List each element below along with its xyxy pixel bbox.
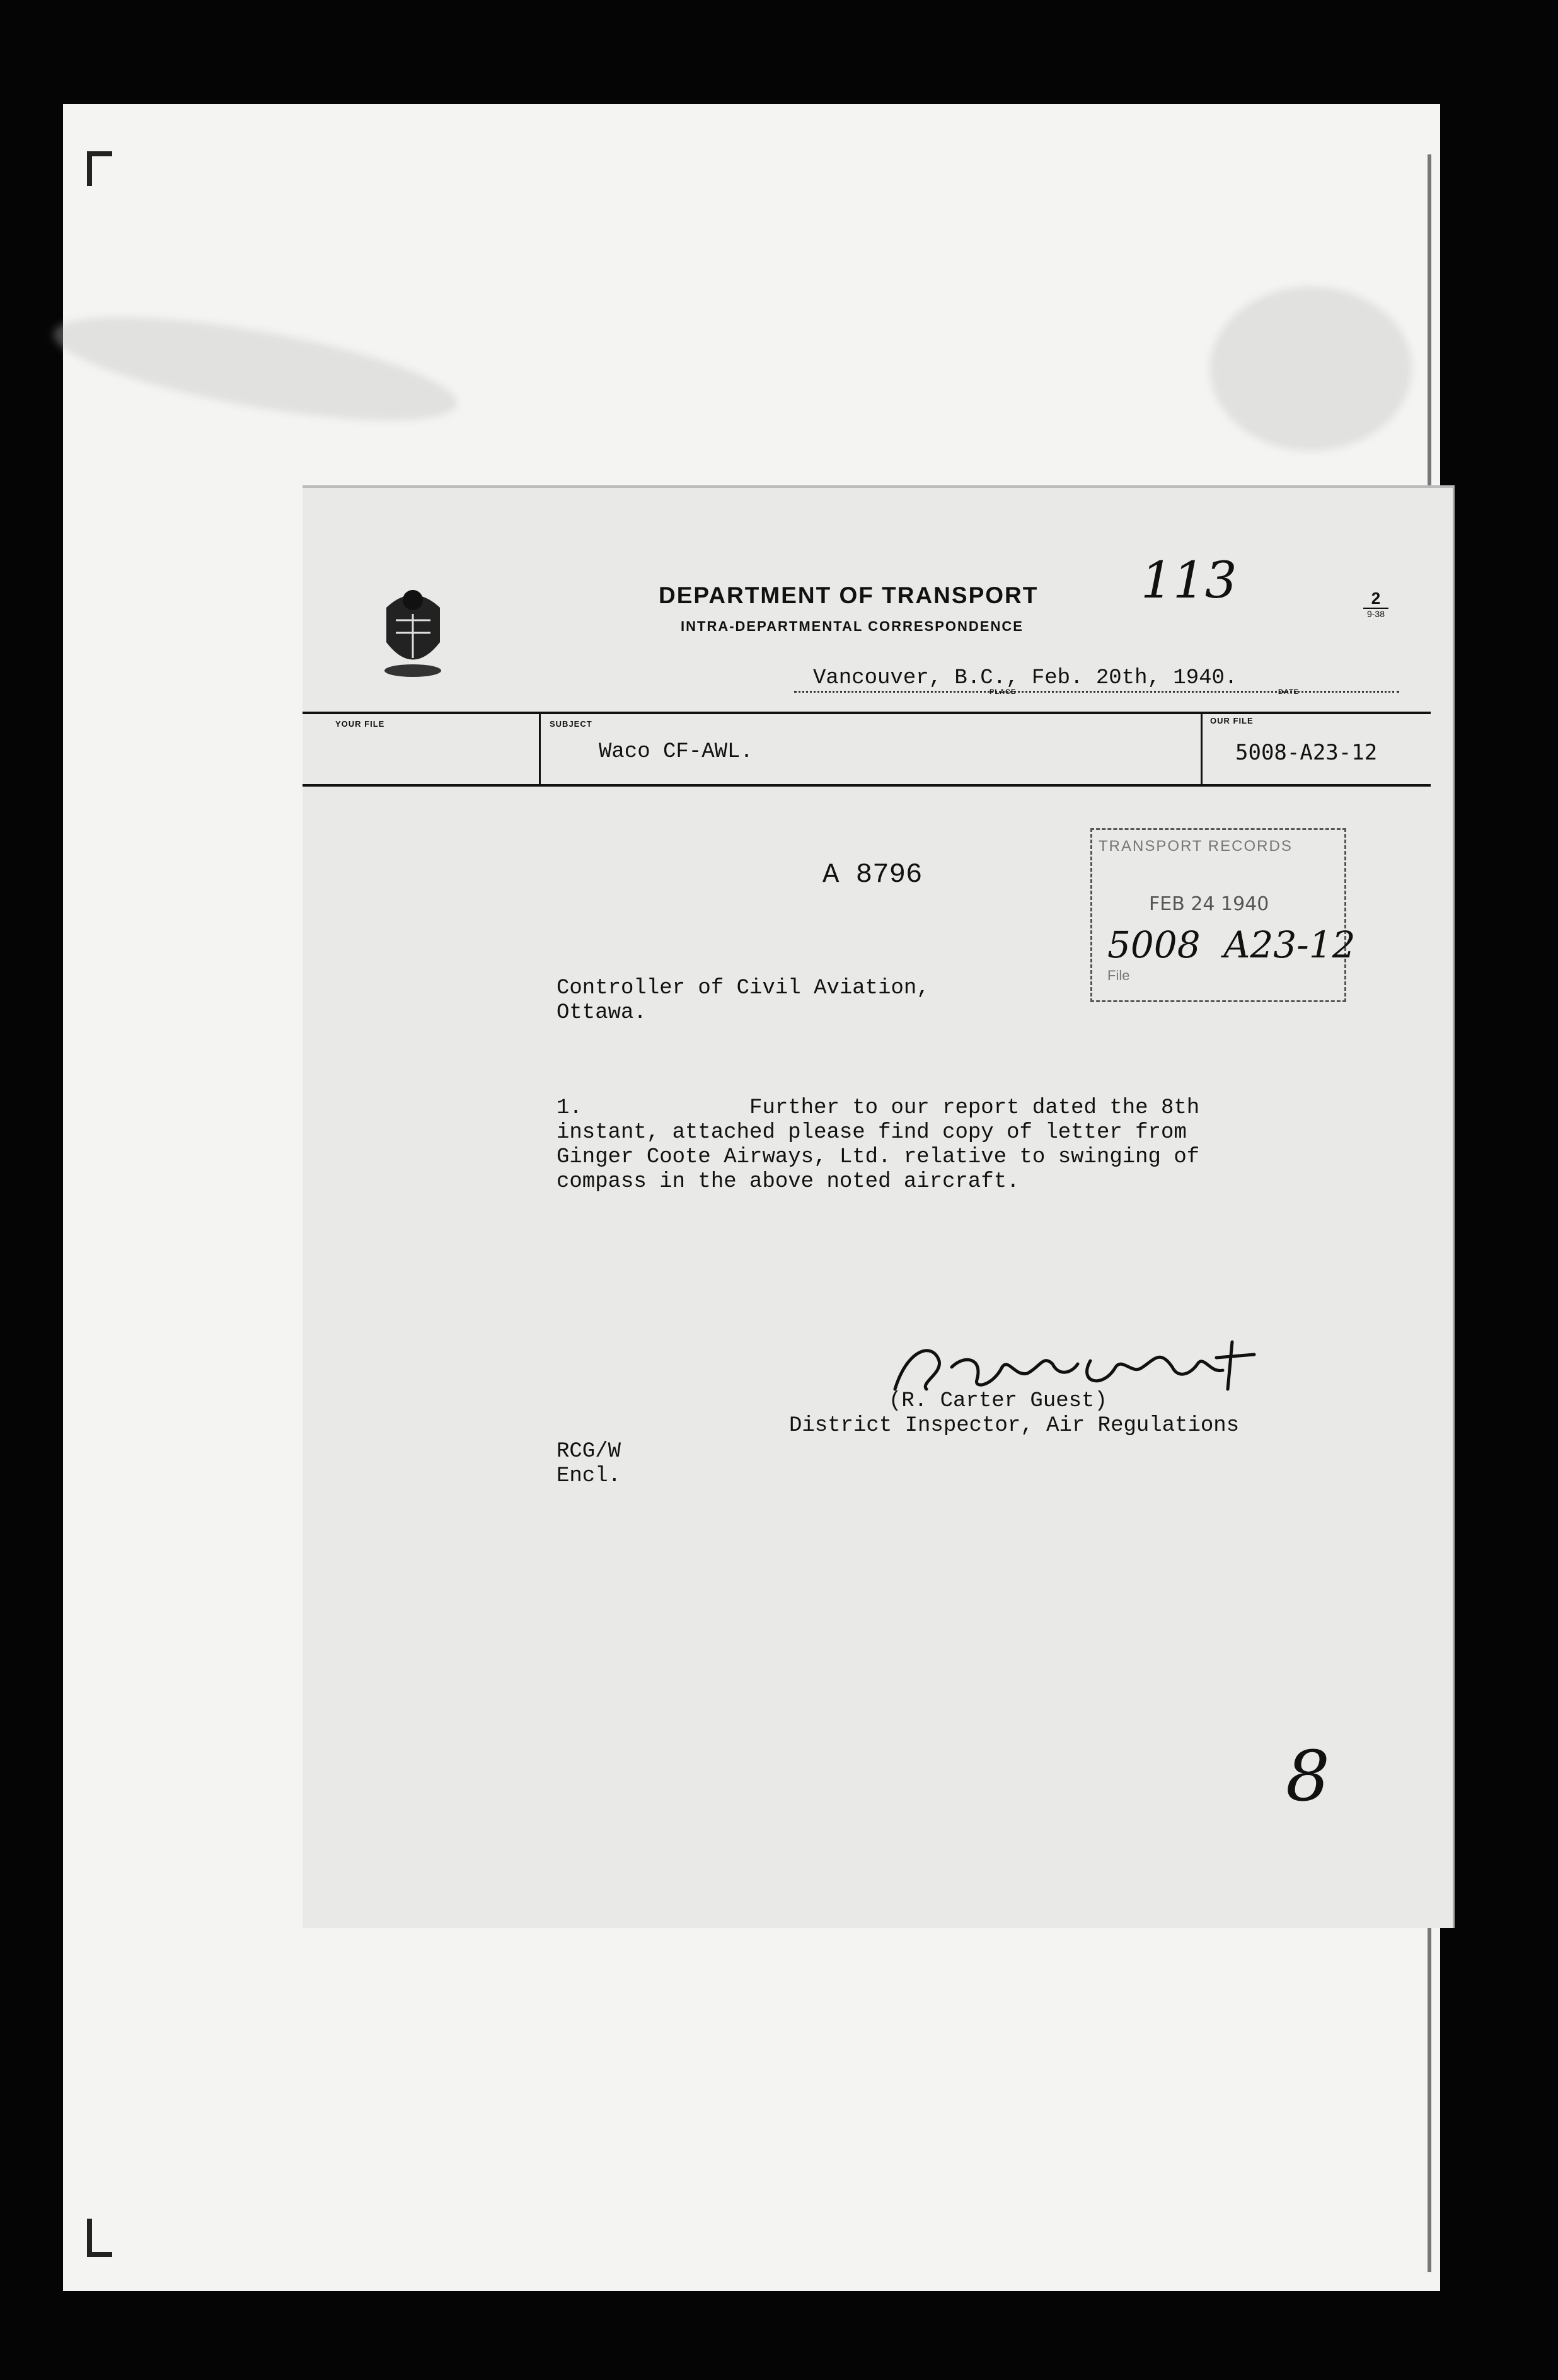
margin-handwritten-mark: 8 xyxy=(1286,1736,1330,1817)
body-line-2: instant, attached please find copy of letter from xyxy=(557,1121,1187,1145)
form-number-bottom: 9-38 xyxy=(1366,609,1385,619)
stamp-date: FEB 24 1940 xyxy=(1149,893,1269,915)
signatory-title: District Inspector, Air Regulations xyxy=(789,1414,1240,1438)
typist-initials: RCG/W xyxy=(557,1440,621,1464)
stamp-file-handwritten: 5008 A23-12 xyxy=(1107,923,1356,966)
reference-number: A 8796 xyxy=(822,859,923,891)
crop-mark-bottom-left-h xyxy=(87,2252,112,2257)
field-top-rule xyxy=(303,712,1431,714)
enclosure-note: Encl. xyxy=(557,1464,621,1488)
addressee-line-2: Ottawa. xyxy=(557,1001,647,1025)
stamp-files-caption: File xyxy=(1107,968,1130,983)
body-line-3: Ginger Coote Airways, Ltd. relative to swinging of xyxy=(557,1145,1200,1169)
our-file-label: OUR FILE xyxy=(1210,716,1254,725)
your-file-label: YOUR FILE xyxy=(335,719,385,729)
form-number-top: 2 xyxy=(1363,589,1388,609)
memo-sheet xyxy=(303,485,1455,1928)
paper-smudge xyxy=(47,296,464,441)
handwritten-page-number: 113 xyxy=(1141,551,1237,609)
form-number xyxy=(1363,589,1388,619)
department-title: DEPARTMENT OF TRANSPORT xyxy=(659,582,1039,608)
date-caption: DATE xyxy=(1278,688,1300,696)
dotted-underline xyxy=(794,691,1399,693)
field-bottom-rule xyxy=(303,784,1431,787)
body-line-1: 1. Further to our report dated the 8th xyxy=(557,1096,1200,1120)
subject-label: SUBJECT xyxy=(550,719,592,729)
stamp-header: TRANSPORT RECORDS xyxy=(1099,838,1293,855)
addressee-line-1: Controller of Civil Aviation, xyxy=(557,976,930,1000)
received-stamp xyxy=(1090,828,1356,1002)
body-line-4: compass in the above noted aircraft. xyxy=(557,1170,1020,1194)
our-file-value: 5008-A23-12 xyxy=(1235,740,1378,765)
signatory-name: (R. Carter Guest) xyxy=(889,1389,1107,1413)
place-caption: PLACE xyxy=(990,688,1017,696)
crop-mark-bottom-left xyxy=(87,2219,92,2256)
paper-smudge xyxy=(1210,287,1412,451)
correspondence-subtitle: INTRA-DEPARTMENTAL CORRESPONDENCE xyxy=(681,618,1024,634)
crop-mark-top-left-h xyxy=(87,151,112,156)
field-divider xyxy=(539,712,541,787)
crop-mark-top-left xyxy=(87,151,92,186)
coat-of-arms-icon xyxy=(374,582,453,683)
field-divider xyxy=(1201,712,1203,787)
place-date-line: Vancouver, B.C., Feb. 20th, 1940. xyxy=(813,666,1238,690)
subject-value: Waco CF-AWL. xyxy=(599,740,753,764)
